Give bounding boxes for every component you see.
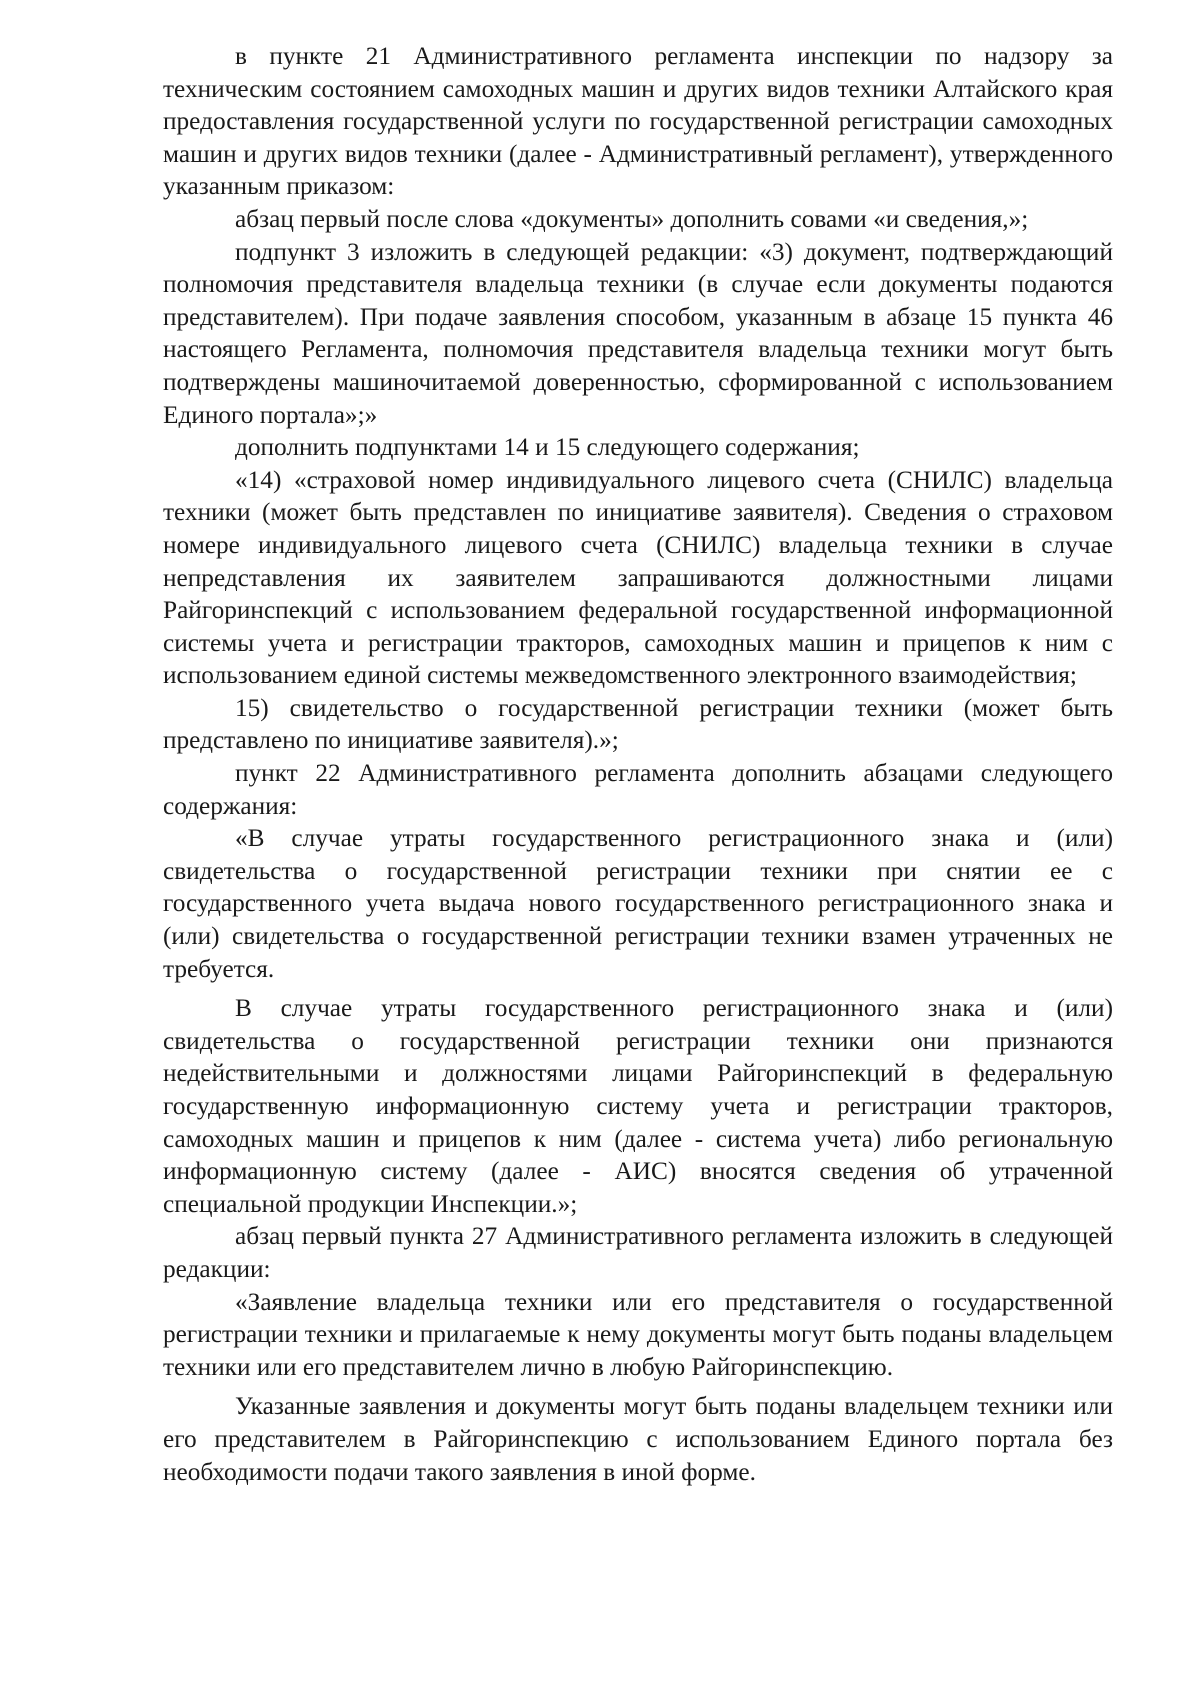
paragraph-1: в пункте 21 Административного регламента инспекции по надзору за техническим состоянием самоходных машин и других видов техники Алтайского края предоставления государственной услуги по государственной регистрации самоходных машин и других видов техники (далее - Административный регламент), утвержденного указанным приказом: xyxy=(163,42,1113,201)
paragraph-11: «Заявление владельца техники или его представителя о государственной регистрации техники и прилагаемые к нему документы могут быть поданы владельцем техники или его представителем лично в любую Райгоринспекцию. xyxy=(163,1287,1113,1381)
paragraph-12: Указанные заявления и документы могут быть поданы владельцем техники или его представителем в Райгоринспекцию с использованием Единого портала без необходимости подачи такого заявления в иной форме. xyxy=(163,1392,1113,1486)
paragraph-5: «14) «страховой номер индивидуального лицевого счета (СНИЛС) владельца техники (может быть представлен по инициативе заявителя). Сведения о страховом номере индивидуального лицевого счета (СНИЛС) владельца техники в случае непредставления их заявителем запрашиваются должностными лицами Райгоринспекций с использованием федеральной государственной информационной системы учета и регистрации тракторов, самоходных машин и прицепов к ним с использованием единой системы межведомственного электронного взаимодействия; xyxy=(163,465,1113,690)
paragraph-6: 15) свидетельство о государственной регистрации техники (может быть представлено по инициативе заявителя).»; xyxy=(163,693,1113,755)
paragraph-9: В случае утраты государственного регистрационного знака и (или) свидетельства о государственной регистрации техники они признаются недействительными и должностями лицами Райгоринспекций в федеральную государственную информационную систему учета и регистрации тракторов, самоходных машин и прицепов к ним (далее - система учета) либо региональную информационную систему (далее - АИС) вносятся сведения об утраченной специальной продукции Инспекции.»; xyxy=(163,994,1113,1218)
paragraph-3: подпункт 3 изложить в следующей редакции: «3) документ, подтверждающий полномочия представителя владельца техники (в случае если документы подаются представителем). При подаче заявления способом, указанным в абзаце 15 пункта 46 настоящего Регламента, полномочия представителя владельца техники могут быть подтверждены машиночитаемой доверенностью, сформированной с использованием Единого портала»;» xyxy=(163,237,1113,429)
document-page xyxy=(163,40,1113,1488)
paragraph-7: пункт 22 Административного регламента дополнить абзацами следующего содержания: xyxy=(163,759,1113,820)
paragraph-4: дополнить подпунктами 14 и 15 следующего содержания; xyxy=(235,433,860,462)
paragraph-2: абзац первый после слова «документы» дополнить совами «и сведения,»; xyxy=(235,204,1029,233)
paragraph-8: «В случае утраты государственного регистрационного знака и (или) свидетельства о государственной регистрации техники при снятии ее с государственного учета выдача нового государственного регистрационного знака и (или) свидетельства о государственной регистрации техники взамен утраченных не требуется. xyxy=(163,824,1113,983)
paragraph-10: абзац первый пункта 27 Административного регламента изложить в следующей редакции: xyxy=(163,1222,1113,1283)
